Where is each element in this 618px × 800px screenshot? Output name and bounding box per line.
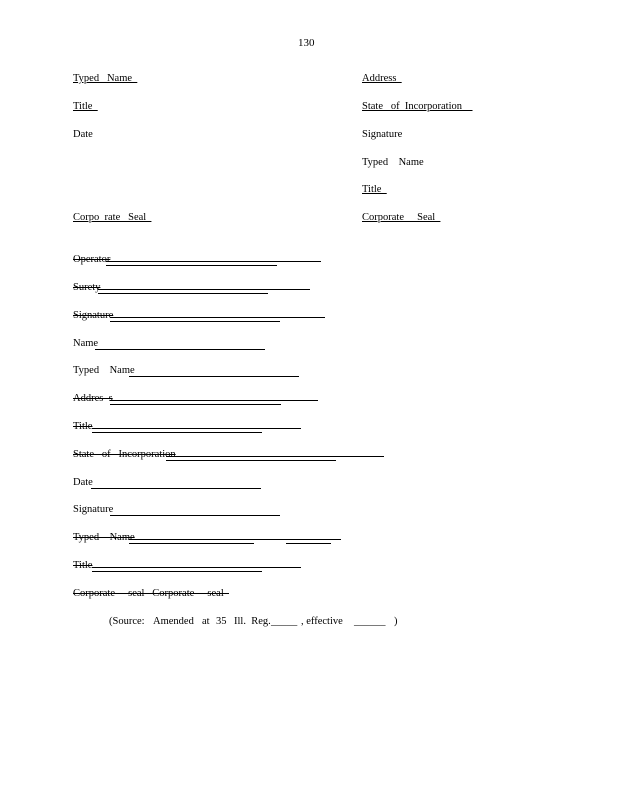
typed-name-label: Typed Name: [73, 73, 138, 84]
page-number: 130: [298, 37, 315, 49]
name-label: Name: [73, 338, 99, 349]
typed-name-line-struck: [129, 539, 341, 540]
source-suffix: ): [394, 616, 398, 627]
source-amended: Amended: [153, 616, 194, 627]
typed-name-line-2a: [129, 543, 254, 544]
signature-struck-label: Signature: [73, 310, 114, 321]
source-blank-1: _____: [271, 616, 298, 627]
date-field-label: Date: [73, 477, 93, 488]
source-prefix: (Source:: [109, 616, 145, 627]
typed-name-line-2b: [286, 543, 331, 544]
name-line: [95, 349, 265, 350]
surety-line: [98, 293, 268, 294]
signature-struck-line: [110, 317, 325, 318]
address-line: [110, 404, 281, 405]
state-line: [166, 460, 336, 461]
source-effective: , effective: [301, 616, 343, 627]
title-struck-label: Title: [73, 421, 93, 432]
source-at: at: [202, 616, 210, 627]
corporate-seal-label: Corpo rate Seal: [73, 212, 152, 223]
state-line-struck: [166, 456, 384, 457]
address-line-struck: [110, 400, 318, 401]
operator-line: [106, 265, 277, 266]
title-line-struck: [92, 428, 301, 429]
source-volume: 35: [216, 616, 227, 627]
signature-line-2: [110, 515, 280, 516]
title-label-right: Title: [362, 184, 387, 195]
typed-name-line: [129, 376, 299, 377]
title-line: [92, 432, 262, 433]
signature-label: Signature: [362, 129, 403, 140]
operator-label: Operator: [73, 254, 111, 265]
title-label: Title: [73, 101, 98, 112]
state-of-incorporation-label: State of Incorporation: [362, 101, 473, 112]
signature-field-label: Signature: [73, 504, 114, 515]
corporate-seal-struck: Corporate seal Corporate seal: [73, 588, 229, 599]
address-label: Address: [362, 73, 402, 84]
address-field-label: Addres s: [73, 393, 113, 404]
typed-name-label-right: Typed Name: [362, 157, 424, 168]
corporate-seal-label-right: Corporate Seal: [362, 212, 441, 223]
typed-name-struck-label: Typed Name: [73, 532, 135, 543]
title-struck-label-2: Title: [73, 560, 93, 571]
signature-line-1: [110, 321, 280, 322]
title-line-struck-2: [92, 567, 301, 568]
date-line: [91, 488, 261, 489]
surety-label: Surety: [73, 282, 101, 293]
typed-name-field-label: Typed Name: [73, 365, 135, 376]
title-line-2: [92, 571, 262, 572]
source-blank-2: ______: [354, 616, 386, 627]
date-label: Date: [73, 129, 93, 140]
state-of-incorporation-field-label: State of Incorporation: [73, 449, 176, 460]
source-ill-reg: Ill. Reg.: [234, 616, 271, 627]
operator-line-struck: [106, 261, 321, 262]
surety-line-struck: [98, 289, 310, 290]
